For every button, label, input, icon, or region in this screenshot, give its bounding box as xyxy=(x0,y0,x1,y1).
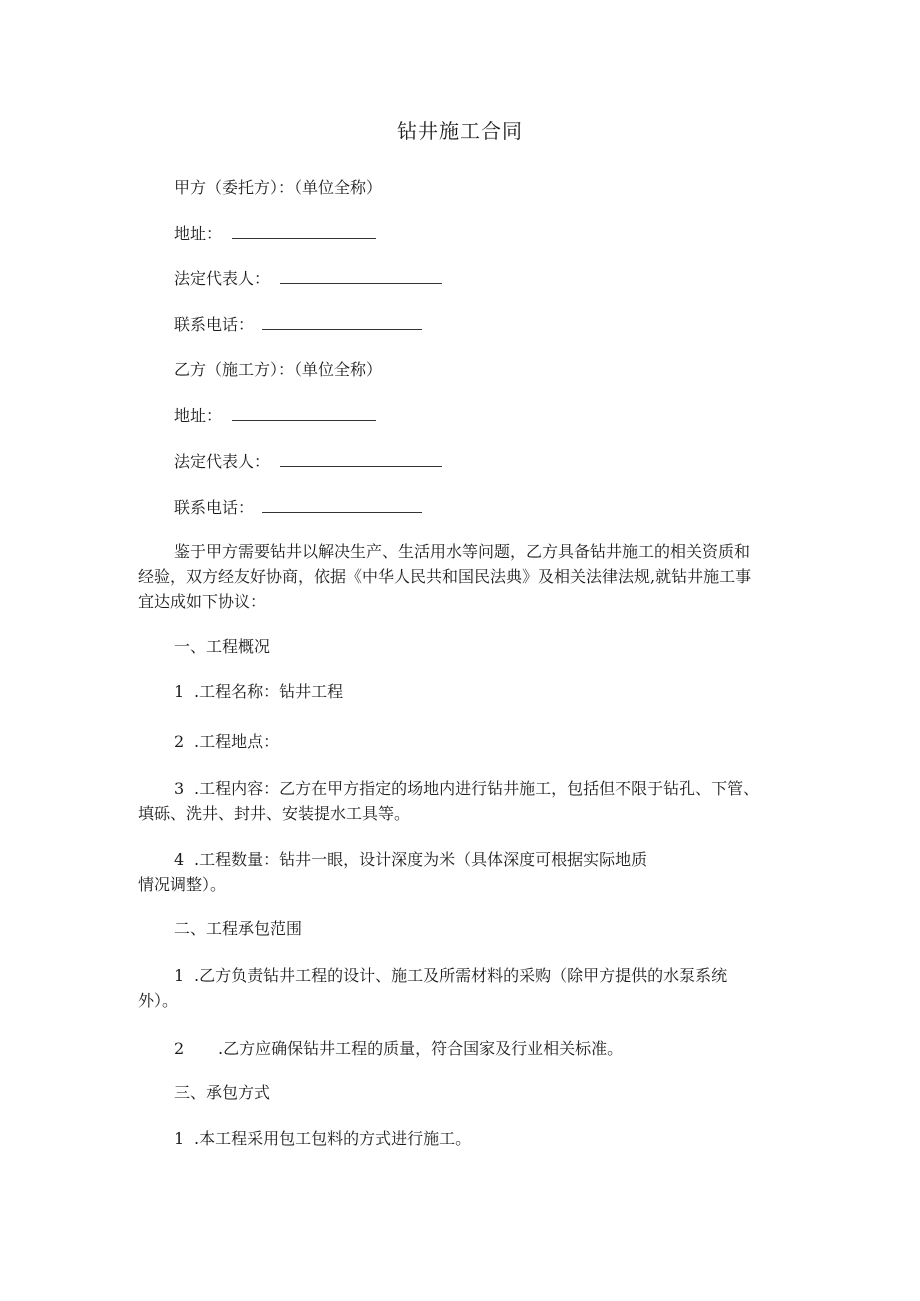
party-b-address-row xyxy=(174,405,376,427)
item-number: 2 xyxy=(174,1039,185,1058)
section-1-heading: 一、工程概况 xyxy=(174,637,271,656)
section-1-item-4 xyxy=(174,849,647,871)
item-number: 3 xyxy=(174,779,185,798)
item-text: .工程名称：钻井工程 xyxy=(194,682,344,701)
section-1-item-1 xyxy=(174,681,343,703)
item-text: .工程内容：乙方在甲方指定的场地内进行钻井施工，包括但不限于钻孔、下管、 xyxy=(194,779,760,798)
party-b-heading: 乙方（施工方）：（单位全称） xyxy=(174,360,383,379)
section-1-item-4-cont: 情况调整）。 xyxy=(138,875,227,894)
party-b-rep-row xyxy=(174,451,442,473)
section-3-item-1 xyxy=(174,1128,471,1150)
preamble-line-2: 经验，双方经友好协商，依据《中华人民共和国民法典》及相关法律法规,就钻井施工事 xyxy=(138,567,752,586)
section-2-item-2 xyxy=(174,1038,623,1060)
item-number: 2 xyxy=(174,732,185,751)
item-text: .乙方负责钻井工程的设计、施工及所需材料的采购（除甲方提供的水泵系统 xyxy=(194,966,728,985)
party-a-phone-blank[interactable] xyxy=(262,315,422,330)
party-b-address-blank[interactable] xyxy=(232,406,376,421)
item-text: .本工程采用包工包料的方式进行施工。 xyxy=(194,1129,472,1148)
party-a-rep-label: 法定代表人： xyxy=(174,269,271,288)
party-a-rep-row xyxy=(174,268,442,290)
section-2-item-1-cont: 外）。 xyxy=(138,991,179,1010)
item-text: .乙方应确保钻井工程的质量，符合国家及行业相关标准。 xyxy=(218,1039,624,1058)
item-number: 1 xyxy=(174,966,185,985)
party-a-phone-row xyxy=(174,314,422,336)
preamble-line-3: 宜达成如下协议： xyxy=(138,592,267,611)
section-1-item-3 xyxy=(174,778,759,800)
item-number: 1 xyxy=(174,1129,185,1148)
section-1-item-3-cont: 填砾、洗井、封井、安装提水工具等。 xyxy=(138,804,411,823)
party-a-address-blank[interactable] xyxy=(232,224,376,239)
section-1-item-2 xyxy=(174,731,279,753)
item-text: .工程数量：钻井一眼，设计深度为米（具体深度可根据实际地质 xyxy=(194,850,648,869)
section-2-item-1 xyxy=(174,965,727,987)
item-text: .工程地点： xyxy=(194,732,280,751)
document-title: 钻井施工合同 xyxy=(397,119,523,143)
section-3-heading: 三、承包方式 xyxy=(174,1083,271,1102)
party-a-rep-blank[interactable] xyxy=(280,269,442,284)
party-b-rep-label: 法定代表人： xyxy=(174,452,271,471)
party-a-address-label: 地址： xyxy=(174,224,223,243)
party-b-phone-blank[interactable] xyxy=(262,498,422,513)
section-2-heading: 二、工程承包范围 xyxy=(174,919,303,938)
party-b-address-label: 地址： xyxy=(174,406,223,425)
party-b-phone-row xyxy=(174,497,422,519)
item-number: 4 xyxy=(174,850,185,869)
party-b-rep-blank[interactable] xyxy=(280,452,442,467)
preamble-line-1: 鉴于甲方需要钻井以解决生产、生活用水等问题，乙方具备钻井施工的相关资质和 xyxy=(174,542,751,561)
party-a-phone-label: 联系电话： xyxy=(174,315,255,334)
item-number: 1 xyxy=(174,682,185,701)
party-b-phone-label: 联系电话： xyxy=(174,498,255,517)
party-a-address-row xyxy=(174,223,376,245)
party-a-heading: 甲方（委托方）：（单位全称） xyxy=(174,178,383,197)
